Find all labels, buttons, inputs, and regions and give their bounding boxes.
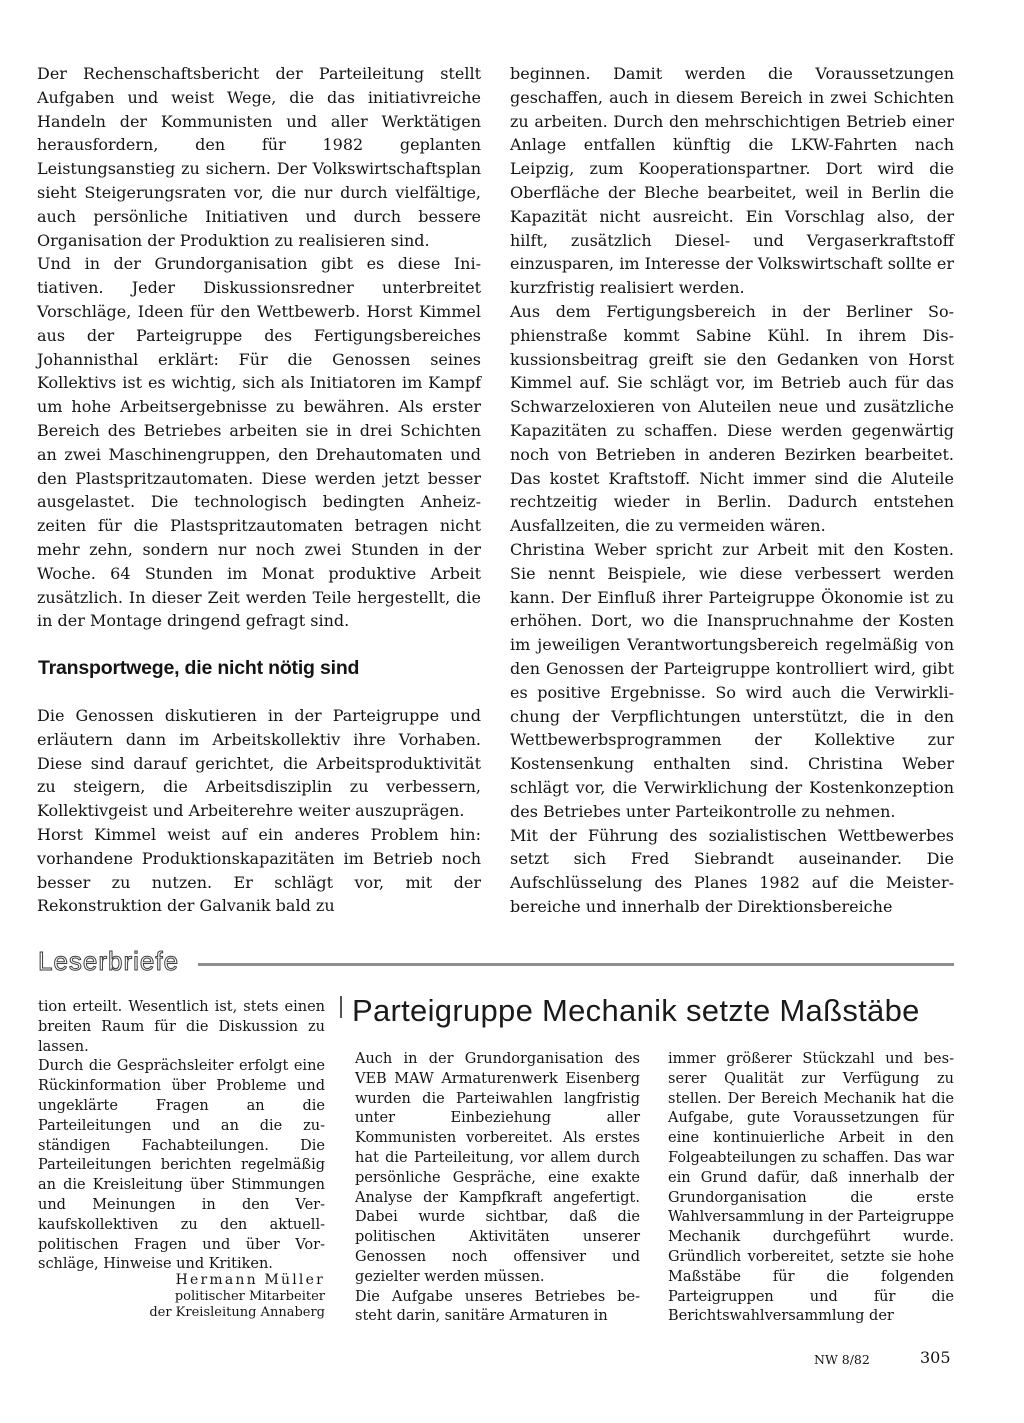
article-column-top-right (510, 62, 954, 919)
article-column-top-left (37, 62, 481, 633)
article-column-bottom-middle (355, 1050, 640, 1327)
rubric-label: Leserbriefe (38, 946, 180, 976)
paragraph: Die Genossen diskutieren in der Parteigruppe und erläutern dann im Arbeitskollektiv ihre Vorhaben. Diese sind darauf gerichtet, die Arbeitsproduktivität zu steigern, die Arbeitsdisziplin zu verbessern, Kollektivgeist und Arbeiterehre weiter auszuprägen. (37, 706, 481, 821)
title-marker-bar (340, 996, 342, 1018)
author-name: Hermann Müller (175, 1272, 325, 1288)
letter-column (38, 998, 325, 1275)
paragraph: Und in der Grundorganisation gibt es diese Initiativen. Jeder Diskussionsredner unterbreitet Vorschläge, Ideen für den Wettbewerb. Horst Kimmel aus der Parteigruppe des Fertigungsbereiches Johannisthal erklärt: Für die Genossen seines Kollektivs ist es wichtig, sich als Initiatoren im Kampf um hohe Arbeitsergebnisse zu bewähren. Als erster Bereich des Betriebes arbeiten sie in drei Schichten an zwei Maschinengruppen, den Drehautomaten und den Plastspritzautomaten. Diese werden jetzt besser ausgelastet. Die technologisch bedingten Anheizzeiten für die Plastspritzautomaten betragen nicht mehr zehn, sondern nur noch zwei Stunden in der Woche. 64 Stunden im Monat produktive Arbeit zusätzlich. In dieser Zeit werden Teile hergestellt, die in der Montage dringend gefragt sind. (37, 254, 481, 631)
article-column-bottom-right (668, 1050, 954, 1327)
paragraph: Durch die Gesprächsleiter erfolgt eine Rückinformation über Probleme und ungeklärte Fragen an die Parteileitungen und an die zuständigen Fachabteilungen. Die Parteileitungen berichten regelmäßig an die Kreisleitung über Stimmungen und Meinungen in den Verkaufskollektiven zu den aktuellpolitischen Fragen und über Vorschläge, Hinweise und Kritiken. (38, 1058, 325, 1273)
article-title: Parteigruppe Mechanik setzte Maßstäbe (352, 993, 920, 1028)
paragraph: Mit der Führung des sozialistischen Wettbewerbes setzt sich Fred Siebrandt auseinander. Die Aufschlüsselung des Planes 1982 auf die Meisterbereiche und innerhalb der Direktionsbereiche (510, 825, 954, 916)
paragraph: Aus dem Fertigungsbereich in der Berliner Sophienstraße kommt Sabine Kühl. In ihrem Diskussionsbeitrag greift sie den Gedanken von Horst Kimmel auf. Sie schlägt vor, im Betrieb auch für das Schwarzeloxieren von Aluteilen neue und zusätzliche Kapazitäten zu schaffen. Diese werden gegenwärtig noch von Betrieben in anderen Bezirken bearbeitet. Das kostet Kraftstoff. Nicht immer sind die Aluteile rechtzeitig wieder in Berlin. Dadurch entstehen Ausfallzeiten, die zu vermeiden wären. (510, 301, 954, 536)
author-role: politischer Mitarbeiter (174, 1289, 325, 1304)
paragraph: Christina Weber spricht zur Arbeit mit den Kosten. Sie nennt Beispiele, wie diese verbessert werden kann. Der Einfluß ihrer Parteigruppe Ökonomie ist zu erhöhen. Dort, wo die Inanspruchnahme der Kosten im jeweiligen Verantwortungsbereich regelmäßig von den Genossen der Parteigruppe kontrolliert wird, gibt es positive Ergebnisse. So wird auch die Verwirklichung der Verpflichtungen unterstützt, die in den Wettbewerbsprogrammen der Kollektive zur Kostensenkung enthalten sind. Christina Weber schlägt vor, die Verwirklichung der Kostenkonzeption des Betriebes unter Parteikontrolle zu nehmen. (510, 539, 954, 821)
paragraph: Auch in der Grundorganisation des VEB MAW Armaturenwerk Eisenberg wurden die Parteiwahlen langfristig unter Einbeziehung aller Kommunisten vorbereitet. Als erstes hat die Parteileitung, vor allem durch persönliche Gespräche, eine exakte Analyse der Kampfkraft angefertigt. Dabei wurde sichtbar, daß die politischen Aktivitäten unserer Genossen noch offensiver und gezielter werden müssen. (355, 1051, 640, 1285)
author-organization: der Kreisleitung Annaberg (149, 1304, 325, 1320)
rubric-divider-line (198, 963, 954, 966)
paragraph: immer größerer Stückzahl und besserer Qualität zur Verfügung zu stellen. Der Bereich Mechanik hat die Aufgabe, gute Voraussetzungen für eine kontinuierliche Arbeit in den Folgeabteilungen zu schaffen. Das war ein Grund dafür, daß innerhalb der Grundorganisation die erste Wahlversammlung in der Parteigruppe Mechanik durchgeführt wurde. Gründlich vorbereitet, setzte sie hohe Maßstäbe für die folgenden Parteigruppen und für die Berichtswahlversammlung der (668, 1051, 954, 1325)
paragraph: Die Aufgabe unseres Betriebes besteht darin, sanitäre Armaturen in (355, 1288, 640, 1325)
rubric-header (38, 946, 954, 976)
paragraph: Der Rechenschaftsbericht der Parteileitung stellt Aufgaben und weist Wege, die das initiativreiche Handeln der Kommunisten und aller Werktätigen herausfordern, den für 1982 geplanten Leistungsanstieg zu sichern. Der Volkswirtschaftsplan sieht Steigerungsraten vor, die nur durch vielfältige, auch persönliche Initiativen und durch bessere Organisation der Produktion zu realisieren sind. (37, 64, 481, 250)
article-column-top-left-continued (37, 704, 481, 918)
paragraph: Horst Kimmel weist auf ein anderes Problem hin: vorhandene Produktionskapazitäten im Betrieb noch besser zu nutzen. Er schlägt vor, mit der Rekonstruktion der Galvanik bald zu (37, 824, 481, 916)
paragraph: beginnen. Damit werden die Voraussetzungen geschaffen, auch in diesem Bereich in zwei Schichten zu arbeiten. Durch den mehrschichtigen Betrieb einer Anlage entfallen künftig die LKW-Fahrten nach Leipzig, zum Kooperationspartner. Dort wird die Oberfläche der Bleche bearbeitet, weil in Berlin die Kapazität nicht ausreicht. Ein Vorschlag also, der hilft, zusätzlich Diesel- und Vergaserkraftstoff einzusparen, im Interesse der Volkswirtschaft sollte er kurzfristig realisiert werden. (510, 64, 954, 298)
paragraph: tion erteilt. Wesentlich ist, stets einen breiten Raum für die Diskussion zu lassen. (38, 999, 325, 1055)
issue-label: NW 8/82 (814, 1352, 870, 1367)
page-number: 305 (920, 1348, 951, 1367)
author-signature (100, 1272, 325, 1321)
section-heading: Transportwege, die nicht nötig sind (38, 657, 360, 679)
